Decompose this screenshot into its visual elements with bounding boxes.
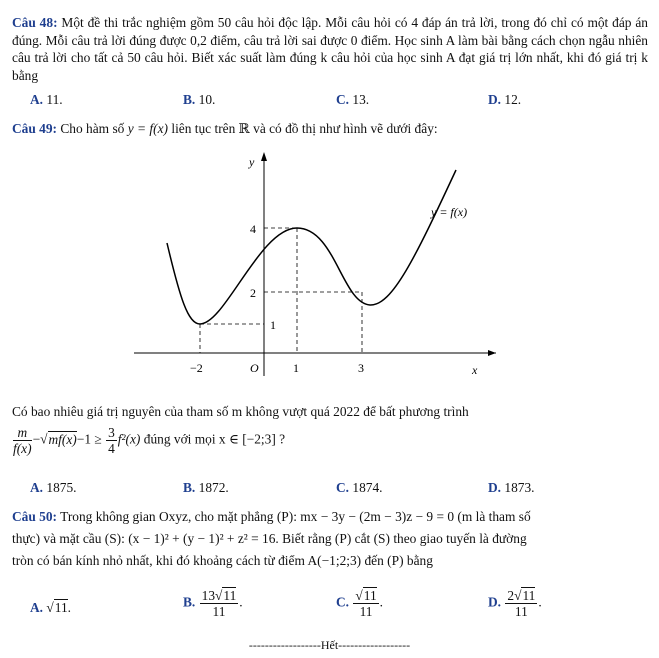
option-letter: D.	[488, 480, 502, 495]
question-50-line-1: Trong không gian Oxyz, cho mặt phẳng (P): mx − 3y − (2m − 3)z − 9 = 0 (m là tham số	[60, 509, 531, 524]
option-letter: A.	[30, 480, 44, 495]
question-48-text	[12, 14, 648, 84]
origin-label: O	[250, 361, 259, 375]
option-letter: A.	[30, 600, 44, 615]
sqrt-symbol: √	[46, 600, 54, 615]
option-coefficient: 13	[201, 588, 216, 603]
inequality-rest: −1 ≥	[76, 431, 102, 447]
option-letter: C.	[336, 480, 350, 495]
option-value: 1873.	[504, 480, 535, 495]
sqrt-radicand: mf(x)	[48, 431, 77, 447]
tick-x-1: 1	[293, 361, 299, 375]
sqrt-symbol: √	[215, 588, 223, 603]
option-letter: A.	[30, 92, 44, 107]
question-50-text	[12, 506, 648, 572]
q49-option-b[interactable]	[183, 480, 229, 496]
minus-sign: −	[32, 431, 41, 447]
question-50-label: Câu 50:	[12, 509, 58, 524]
question-50-line-2: thực) và mặt cầu (S): (x − 1)² + (y − 1)² + z² = 16. Biết rằng (P) cắt (S) theo giao tuyến là đường	[12, 531, 527, 546]
function-graph	[130, 148, 500, 380]
curve-label: y = f(x)	[431, 205, 468, 219]
end-marker: ------------------Hết------------------	[248, 638, 411, 652]
option-value: 11.	[46, 92, 63, 107]
option-denominator: 11	[359, 604, 373, 619]
option-denominator: 11	[212, 604, 226, 619]
option-period: .	[67, 600, 72, 615]
fraction-numerator: m	[13, 425, 32, 441]
option-radicand: 11	[522, 588, 536, 603]
fraction-m-over-f	[13, 425, 32, 456]
option-fraction	[200, 588, 239, 619]
curve-f	[167, 170, 456, 324]
sqrt-symbol: √	[355, 588, 363, 603]
option-radicand: 11	[223, 588, 237, 603]
function-notation: y = f(x)	[127, 121, 168, 136]
q48-option-c[interactable]	[336, 92, 369, 108]
question-49-label: Câu 49:	[12, 121, 58, 136]
x-axis-arrow	[488, 350, 496, 356]
q50-option-d[interactable]: D. $\frac{2√11}{11}$ .	[488, 588, 542, 619]
option-letter: C.	[336, 92, 350, 107]
option-letter: D.	[488, 92, 502, 107]
option-value: 1874.	[352, 480, 383, 495]
question-49-text	[12, 120, 648, 138]
question-49-body-start: Cho hàm số	[60, 121, 125, 136]
option-letter: C.	[336, 594, 350, 610]
question-49-body-end: liên tục trên ℝ và có đồ thị như hình vẽ dưới đây:	[171, 121, 438, 136]
inequality-condition: đúng với mọi x ∈ [−2;3] ?	[143, 431, 286, 447]
option-value: 13.	[352, 92, 370, 107]
sqrt-symbol: √	[514, 588, 522, 603]
option-letter: B.	[183, 594, 196, 610]
fraction-denominator: f(x)	[13, 441, 32, 456]
option-fraction	[505, 588, 537, 619]
q48-option-b[interactable]	[183, 92, 215, 108]
fraction-three-quarters	[106, 425, 117, 456]
tick-x-3: 3	[358, 361, 364, 375]
tick-x-minus2: −2	[190, 361, 203, 375]
tick-y-1: 1	[270, 318, 276, 332]
y-axis-label: y	[249, 155, 255, 169]
inequality-line	[12, 425, 648, 456]
q50-option-b[interactable]: B. $\frac{13√11}{11}$ .	[183, 588, 243, 619]
x-axis-label: x	[472, 363, 478, 377]
q49-option-d[interactable]	[488, 480, 535, 496]
option-radicand: 11	[54, 600, 68, 615]
sqrt-symbol: √	[40, 431, 48, 447]
q50-option-c[interactable]: C. $\frac{√11}{11}$ .	[336, 588, 384, 619]
inequality-tail: f²(x)	[117, 431, 141, 447]
fraction-denominator: 4	[108, 441, 115, 456]
option-radicand: 11	[363, 588, 377, 603]
option-value: 1875.	[46, 480, 77, 495]
option-letter: D.	[488, 594, 502, 610]
tick-y-2: 2	[250, 286, 256, 300]
option-value: 10.	[198, 92, 216, 107]
option-fraction	[353, 588, 378, 619]
option-coefficient: 2	[507, 588, 515, 603]
q49-option-c[interactable]	[336, 480, 383, 496]
option-letter: B.	[183, 480, 196, 495]
question-48-body: Một đề thi trắc nghiệm gồm 50 câu hỏi độc lập. Mỗi câu hỏi có 4 đáp án trả lời, trong đó chỉ có một đáp án đúng. Mỗi câu trả lời đúng được 0,2 điểm, câu trả lời sai được 0 điểm. Học sinh A làm bài bằng cách chọn ngẫu nhiên câu trả lời cho tất cả 50 câu hỏi. Biết xác suất làm đúng k câu hỏi của học sinh A đạt giá trị lớn nhất, khi đó giá trị k bằng	[12, 15, 648, 83]
question-49-prompt: Có bao nhiêu giá trị nguyên của tham số m không vượt quá 2022 để bất phương trình	[12, 404, 469, 419]
q50-option-a[interactable]	[30, 600, 71, 616]
tick-y-4: 4	[250, 222, 256, 236]
fraction-numerator: 3	[108, 425, 115, 440]
option-value: 12.	[504, 92, 522, 107]
option-denominator: 11	[514, 604, 528, 619]
q49-option-a[interactable]	[30, 480, 77, 496]
option-value: 1872.	[198, 480, 229, 495]
option-letter: B.	[183, 92, 196, 107]
question-50-line-3: tròn có bán kính nhỏ nhất, khi đó khoảng cách từ điểm A(−1;2;3) đến (P) bằng	[12, 553, 433, 568]
q48-option-a[interactable]	[30, 92, 63, 108]
y-axis-arrow	[261, 152, 267, 161]
question-48-label: Câu 48:	[12, 15, 58, 30]
q48-option-d[interactable]	[488, 92, 521, 108]
